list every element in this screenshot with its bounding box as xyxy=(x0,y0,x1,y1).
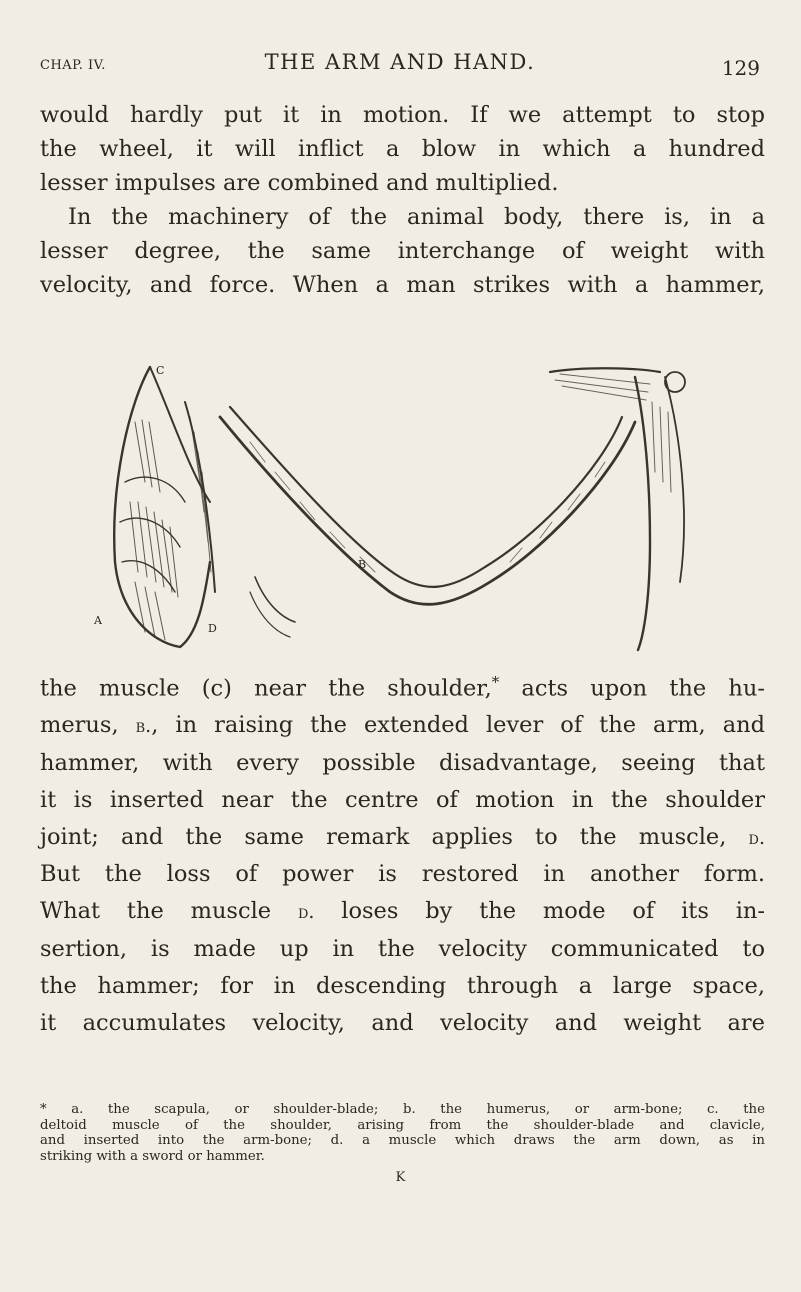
footnote-line: and inserted into the arm-bone; d. a muscle which draws the arm down, as in xyxy=(40,1133,765,1148)
text-line: hammer, with every possible disadvantage, seeing that xyxy=(40,750,765,777)
text-line: sertion, is made up in the velocity communicated to xyxy=(40,936,765,963)
text-line: lesser impulses are combined and multiplied. xyxy=(40,170,559,196)
arm-anatomy-illustration xyxy=(90,362,730,662)
text-line: the wheel, it will inflict a blow in which a hundred xyxy=(40,136,765,162)
text-line: In the machinery of the animal body, there is, in a xyxy=(68,204,765,230)
text-line: would hardly put it in motion. If we attempt to stop xyxy=(40,102,765,128)
text-line: it accumulates velocity, and velocity and weight are xyxy=(40,1009,765,1036)
footnote-line: * a. the scapula, or shoulder-blade; b. the humerus, or arm-bone; c. the xyxy=(40,1102,765,1117)
figure-label-b: B xyxy=(358,558,367,571)
text-line: velocity, and force. When a man strikes with a hammer, xyxy=(40,272,765,298)
running-title: THE ARM AND HAND. xyxy=(264,50,536,74)
text-line: it is inserted near the centre of motion in the shoulder xyxy=(40,786,765,813)
footnote-line: deltoid muscle of the shoulder, arising from the shoulder-blade and clavicle, xyxy=(40,1117,765,1133)
footnote xyxy=(40,1102,765,1164)
chapter-label: CHAP. IV. xyxy=(40,58,106,73)
figure-label-a: A xyxy=(94,614,102,627)
signature-mark: K xyxy=(395,1170,406,1185)
body-text-bottom xyxy=(40,664,765,1041)
text-line: lesser degree, the same interchange of weight with xyxy=(40,238,765,264)
text-line: But the loss of power is restored in another form. xyxy=(40,861,765,888)
figure-label-d: D xyxy=(208,622,217,635)
running-header xyxy=(40,50,760,80)
text-line: the hammer; for in descending through a large space, xyxy=(40,972,765,999)
figure-label-c: C xyxy=(156,364,165,377)
page-number: 129 xyxy=(721,56,760,80)
text-line: merus, b., in raising the extended lever of the arm, and xyxy=(40,712,766,739)
footnote-line: striking with a sword or hammer. xyxy=(40,1148,265,1164)
text-line: joint; and the same remark applies to the muscle, d. xyxy=(40,823,765,850)
text-line: What the muscle d. loses by the mode of its in- xyxy=(40,898,765,925)
text-line: the muscle (c) near the shoulder,* acts upon the hu- xyxy=(40,673,765,702)
body-text-top xyxy=(40,98,765,302)
